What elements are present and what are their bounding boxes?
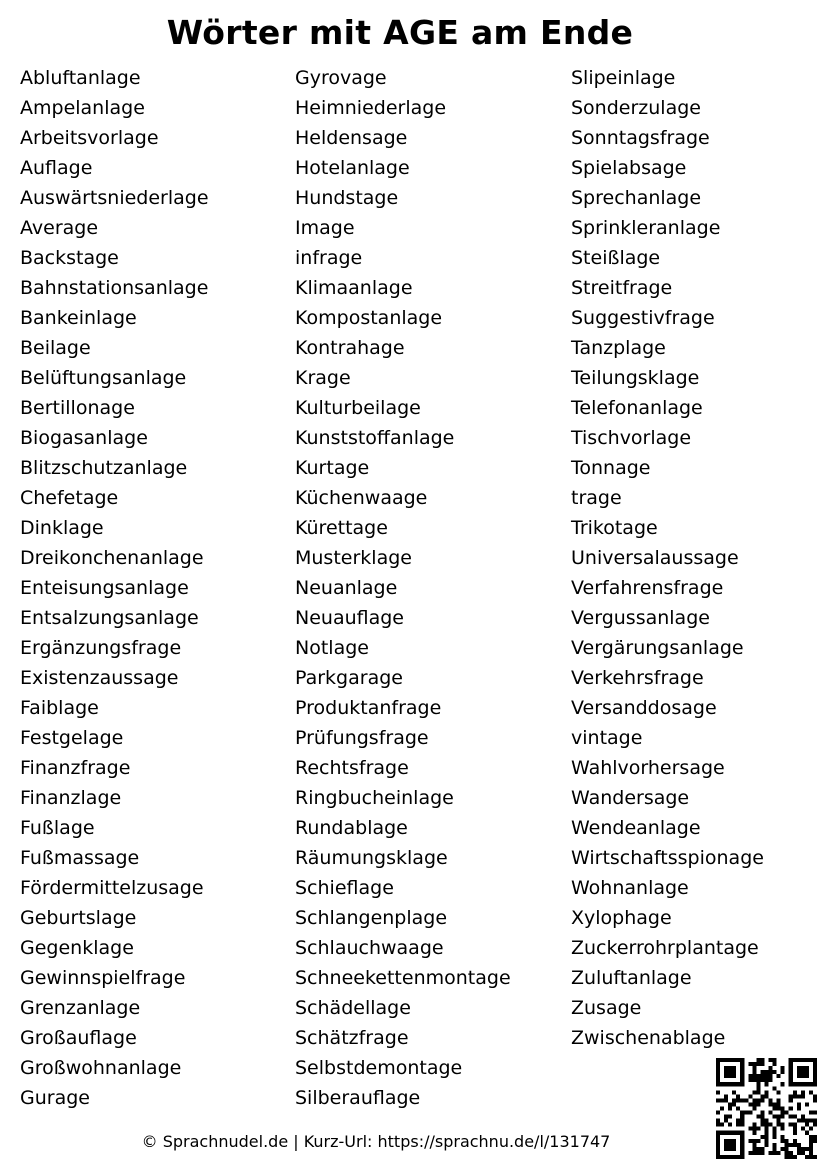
word-item: Selbstdemontage [295, 1057, 463, 1079]
word-item: Gewinnspielfrage [20, 967, 186, 989]
word-item: Hotelanlage [295, 157, 410, 179]
word-item: Belüftungsanlage [20, 367, 187, 389]
word-item: Wahlvorhersage [571, 757, 725, 779]
word-item: Fußlage [20, 817, 95, 839]
word-item: Ampelanlage [20, 97, 145, 119]
qr-code-icon [716, 1058, 817, 1159]
word-item: Silberauflage [295, 1087, 421, 1109]
word-item: Bankeinlage [20, 307, 137, 329]
word-item: Großwohnanlage [20, 1057, 182, 1079]
word-item: Suggestivfrage [571, 307, 715, 329]
word-item: Average [20, 217, 99, 239]
word-item: Kurtage [295, 457, 370, 479]
word-item: Spielabsage [571, 157, 687, 179]
word-item: Kürettage [295, 517, 388, 539]
word-item: Ergänzungsfrage [20, 637, 182, 659]
word-item: Arbeitsvorlage [20, 127, 159, 149]
page-title: Wörter mit AGE am Ende [166, 13, 634, 52]
word-item: Blitzschutzanlage [20, 457, 188, 479]
word-item: Musterklage [295, 547, 412, 569]
word-column-2 [295, 63, 511, 1113]
word-item: Tonnage [571, 457, 651, 479]
word-item: Fördermittelzusage [20, 877, 204, 899]
word-item: Kulturbeilage [295, 397, 421, 419]
word-item: Ringbucheinlage [295, 787, 454, 809]
word-item: Vergussanlage [571, 607, 710, 629]
word-item: Rechtsfrage [295, 757, 409, 779]
word-item: Produktanfrage [295, 697, 442, 719]
word-column-3 [571, 63, 764, 1053]
word-item: Abluftanlage [20, 67, 141, 89]
word-item: Parkgarage [295, 667, 403, 689]
word-item: Telefonanlage [571, 397, 703, 419]
word-item: Dinklage [20, 517, 104, 539]
word-item: Zwischenablage [571, 1027, 726, 1049]
word-item: Gurage [20, 1087, 90, 1109]
word-item: Tischvorlage [571, 427, 692, 449]
word-item: Xylophage [571, 907, 672, 929]
word-item: Sonderzulage [571, 97, 701, 119]
word-item: Slipeinlage [571, 67, 676, 89]
word-item: Versanddosage [571, 697, 717, 719]
word-item: Tanzplage [571, 337, 666, 359]
word-item: Fußmassage [20, 847, 140, 869]
word-item: Beilage [20, 337, 91, 359]
word-item: Gyrovage [295, 67, 387, 89]
word-item: Steißlage [571, 247, 661, 269]
word-item: Festgelage [20, 727, 124, 749]
word-item: Sonntagsfrage [571, 127, 710, 149]
word-item: Küchenwaage [295, 487, 428, 509]
word-item: Finanzfrage [20, 757, 131, 779]
word-item: Gegenklage [20, 937, 134, 959]
word-item: Streitfrage [571, 277, 673, 299]
word-item: Schlauchwaage [295, 937, 444, 959]
word-item: Faiblage [20, 697, 99, 719]
word-item: Rundablage [295, 817, 408, 839]
word-item: Chefetage [20, 487, 119, 509]
word-item: Räumungsklage [295, 847, 448, 869]
word-item: Enteisungsanlage [20, 577, 189, 599]
word-item: Wirtschaftsspionage [571, 847, 764, 869]
word-item: Großauflage [20, 1027, 137, 1049]
word-item: Klimaanlage [295, 277, 413, 299]
word-item: Geburtslage [20, 907, 137, 929]
word-item: Trikotage [571, 517, 658, 539]
word-item: Auflage [20, 157, 93, 179]
word-item: Verfahrensfrage [571, 577, 724, 599]
word-item: Sprinkleranlage [571, 217, 721, 239]
word-item: Wohnanlage [571, 877, 689, 899]
word-item: Wandersage [571, 787, 690, 809]
word-item: Verkehrsfrage [571, 667, 704, 689]
word-item: Backstage [20, 247, 119, 269]
word-item: Schätzfrage [295, 1027, 409, 1049]
footer-url: © Sprachnudel.de | Kurz-Url: https://sprachnu.de/l/131747 [141, 1132, 611, 1151]
word-item: Heimniederlage [295, 97, 447, 119]
word-item: Image [295, 217, 355, 239]
word-item: Schädellage [295, 997, 411, 1019]
word-item: Zuckerrohrplantage [571, 937, 759, 959]
word-item: Notlage [295, 637, 369, 659]
word-item: Prüfungsfrage [295, 727, 429, 749]
word-item: Neuanlage [295, 577, 398, 599]
word-item: trage [571, 487, 622, 509]
word-item: Krage [295, 367, 351, 389]
word-item: Teilungsklage [571, 367, 700, 389]
word-item: Wendeanlage [571, 817, 701, 839]
word-item: Sprechanlage [571, 187, 702, 209]
word-item: Dreikonchenanlage [20, 547, 204, 569]
word-item: Zusage [571, 997, 642, 1019]
word-item: Grenzanlage [20, 997, 141, 1019]
word-item: Universalaussage [571, 547, 739, 569]
word-item: infrage [295, 247, 363, 269]
word-item: Kontrahage [295, 337, 405, 359]
word-item: Schneekettenmontage [295, 967, 511, 989]
word-item: Auswärtsniederlage [20, 187, 209, 209]
word-item: Schieflage [295, 877, 394, 899]
word-item: Kunststoffanlage [295, 427, 455, 449]
word-item: Schlangenplage [295, 907, 448, 929]
word-item: Neuauflage [295, 607, 404, 629]
word-item: Bertillonage [20, 397, 135, 419]
word-item: Heldensage [295, 127, 408, 149]
word-item: Bahnstationsanlage [20, 277, 209, 299]
word-item: Biogasanlage [20, 427, 148, 449]
word-item: Existenzaussage [20, 667, 179, 689]
word-item: Hundstage [295, 187, 399, 209]
word-item: Entsalzungsanlage [20, 607, 199, 629]
word-item: Zuluftanlage [571, 967, 692, 989]
word-item: vintage [571, 727, 643, 749]
word-column-1 [20, 63, 209, 1113]
word-item: Vergärungsanlage [571, 637, 744, 659]
word-item: Finanzlage [20, 787, 122, 809]
word-item: Kompostanlage [295, 307, 443, 329]
